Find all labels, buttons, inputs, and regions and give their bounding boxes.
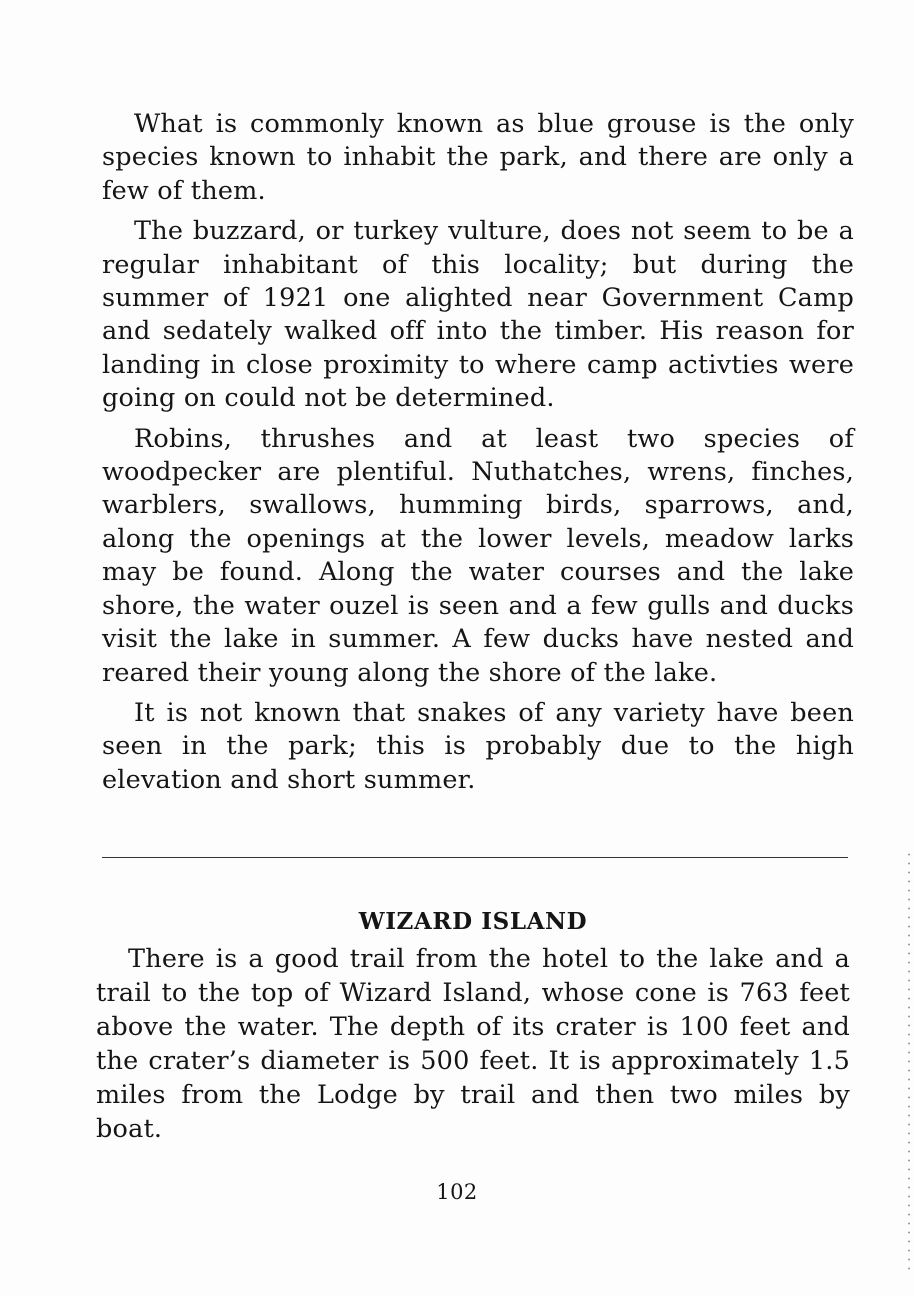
section-heading: WIZARD ISLAND: [358, 908, 588, 935]
section-divider: [102, 857, 848, 858]
paragraph-wizard-island: There is a good trail from the hotel to the lake and a trail to the top of Wizard Island, whose cone is 763 feet above the water. The depth of its crater is 100 feet and the crater’s diameter is 500 feet. It is approximately 1.5 miles from the Lodge by trail and then two miles by boat.: [96, 944, 850, 1144]
paragraph-songbirds: Robins, thrushes and at least two species of woodpecker are plentiful. Nuthatches, wrens, finches, warblers, swallows, humming birds, sparrows, and, along the openings at the lower levels, meadow larks may be found. Along the water courses and the lake shore, the water ouzel is seen and a few gulls and ducks visit the lake in summer. A few ducks have nested and reared their young along the shore of the lake.: [102, 423, 854, 688]
scan-edge-artifact: [908, 850, 910, 1270]
paragraph-snakes: It is not known that snakes of any variety have been seen in the park; this is probably due to the high elevation and short summer.: [102, 697, 854, 795]
page-number: 102: [436, 1180, 478, 1204]
paragraph-turkey-vulture: The buzzard, or turkey vulture, does not seem to be a regular inhabitant of this locality; but during the summer of 1921 one alighted near Government Camp and sedately walked off into the timber. His reason for landing in close proximity to where camp activties were going on could not be determined.: [102, 216, 854, 414]
wizard-island-section: [96, 906, 850, 1146]
body-text: [102, 108, 854, 804]
paragraph-blue-grouse: What is commonly known as blue grouse is the only species known to inhabit the park, and there are only a few of them.: [102, 109, 854, 206]
